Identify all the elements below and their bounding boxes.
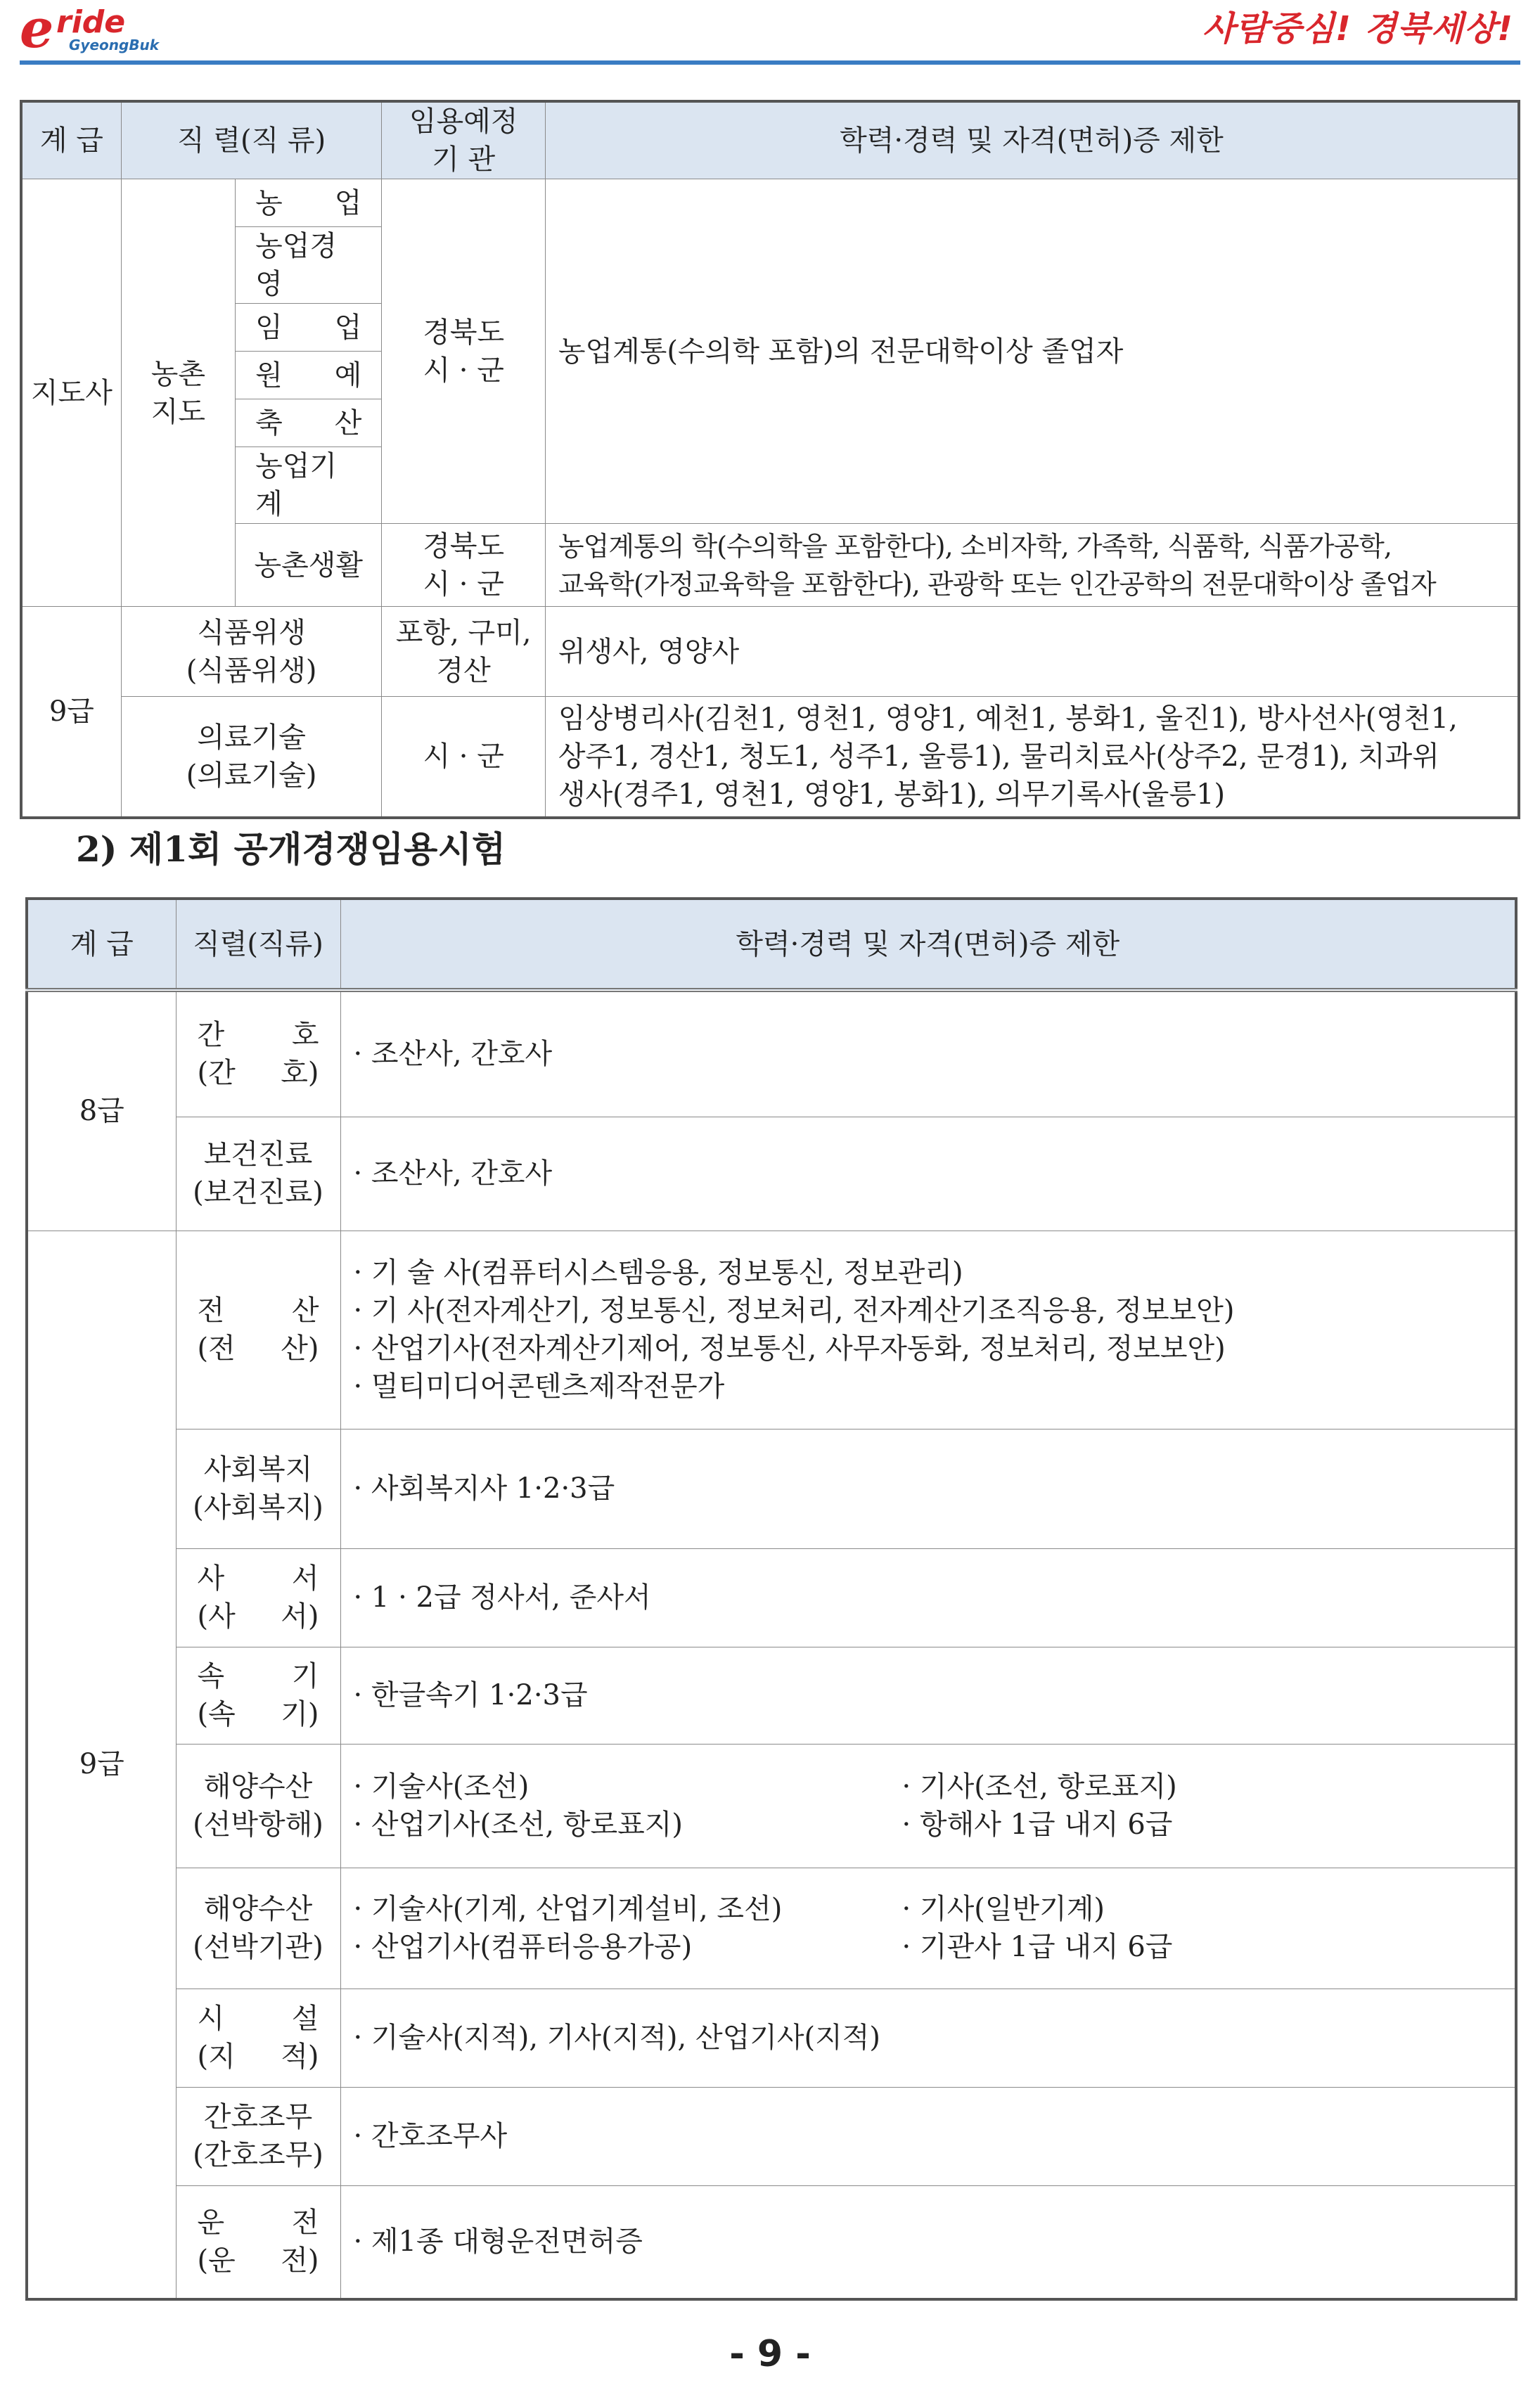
grade-cell: 9급 bbox=[21, 607, 121, 818]
col-series: 직렬(직류) bbox=[176, 899, 340, 990]
section-title: 2) 제1회 공개경쟁임용시험 bbox=[76, 828, 506, 870]
series-cell: 간 호 (간 호) bbox=[176, 990, 340, 1117]
grade-cell: 9급 bbox=[27, 1231, 176, 2299]
col-grade: 계 급 bbox=[27, 899, 176, 990]
qualification-cell: · 조산사, 간호사 bbox=[340, 1117, 1516, 1231]
series-cell: 운 전 (운 전) bbox=[176, 2185, 340, 2299]
qualification-cell: · 기술사(지적), 기사(지적), 산업기사(지적) bbox=[340, 1989, 1516, 2087]
series-cell: 해양수산 (선박항해) bbox=[176, 1744, 340, 1868]
table-row bbox=[27, 1989, 1516, 2087]
qualification-cell: · 기술사(기계, 산업기계설비, 조선) · 기사(일반기계) · 산업기사(컴퓨터응용가공) · 기관사 1급 내지 6급 bbox=[340, 1868, 1516, 1989]
series-cell: 사 서 (사 서) bbox=[176, 1548, 340, 1647]
page-header bbox=[0, 0, 1540, 67]
series-cell: 의료기술 (의료기술) bbox=[121, 697, 382, 818]
series-cell: 간호조무 (간호조무) bbox=[176, 2087, 340, 2185]
series-cell: 사회복지 (사회복지) bbox=[176, 1429, 340, 1548]
series-cell: 농촌 지도 bbox=[121, 179, 235, 607]
col-agency: 임용예정 기 관 bbox=[382, 101, 545, 179]
qualification-cell: · 기 술 사(컴퓨터시스템응용, 정보통신, 정보관리) · 기 사(전자계산기, 정보통신, 정보처리, 전자계산기조직응용, 정보보안) · 산업기사(전자계산기제어, 정보통신, 사무자동화, 정보처리, 정보보안) · 멀티미디어콘텐츠제작전문가 bbox=[340, 1231, 1516, 1429]
table-row bbox=[21, 607, 1519, 697]
col-series: 직 렬(직 류) bbox=[121, 101, 382, 179]
header-rule bbox=[20, 60, 1520, 65]
series-cell: 전 산 (전 산) bbox=[176, 1231, 340, 1429]
qualification-cell: · 사회복지사 1·2·3급 bbox=[340, 1429, 1516, 1548]
agency-cell: 포항, 구미, 경산 bbox=[382, 607, 545, 697]
series-cell: 보건진료 (보건진료) bbox=[176, 1117, 340, 1231]
grade-cell: 8급 bbox=[27, 990, 176, 1231]
table-row bbox=[27, 1117, 1516, 1231]
qualification-cell: · 기술사(조선) · 기사(조선, 항로표지) · 산업기사(조선, 항로표지) · 항해사 1급 내지 6급 bbox=[340, 1744, 1516, 1868]
qualification-cell: 농업계통의 학(수의학을 포함한다), 소비자학, 가족학, 식품학, 식품가공학, 교육학(가정교육학을 포함한다), 관광학 또는 인간공학의 전문대학이상 졸업자 bbox=[545, 524, 1519, 607]
table-row bbox=[27, 1744, 1516, 1868]
class-cell: 축 산 bbox=[236, 399, 382, 447]
page-number: - 9 - bbox=[729, 2333, 811, 2375]
table-row bbox=[27, 2185, 1516, 2299]
table-row bbox=[27, 1868, 1516, 1989]
qualification-cell: 임상병리사(김천1, 영천1, 영양1, 예천1, 봉화1, 울진1), 방사선사(영천1, 상주1, 경산1, 청도1, 성주1, 울릉1), 물리치료사(상주2, 문경1), 치과위 생사(경주1, 영천1, 영양1, 봉화1), 의무기록사(울릉1) bbox=[545, 697, 1519, 818]
table-row bbox=[27, 2087, 1516, 2185]
qualification-cell: · 조산사, 간호사 bbox=[340, 990, 1516, 1117]
qualification-cell: · 제1종 대형운전면허증 bbox=[340, 2185, 1516, 2299]
open-competition-table bbox=[25, 897, 1517, 2301]
class-cell: 농업경영 bbox=[236, 227, 382, 304]
col-qualification: 학력·경력 및 자격(면허)증 제한 bbox=[340, 899, 1516, 990]
slogan-logo: 사람중심! 경북세상! bbox=[1202, 9, 1513, 49]
class-cell: 농촌생활 bbox=[236, 524, 382, 607]
qualification-cell: · 간호조무사 bbox=[340, 2087, 1516, 2185]
table-row bbox=[27, 1548, 1516, 1647]
qualification-cell: 농업계통(수의학 포함)의 전문대학이상 졸업자 bbox=[545, 179, 1519, 524]
agency-cell: 시 · 군 bbox=[382, 697, 545, 818]
series-cell: 해양수산 (선박기관) bbox=[176, 1868, 340, 1989]
class-cell: 임 업 bbox=[236, 304, 382, 352]
agency-cell: 경북도 시 · 군 bbox=[382, 524, 545, 607]
table-row bbox=[21, 697, 1519, 818]
table-row bbox=[27, 1647, 1516, 1744]
table-row bbox=[27, 990, 1516, 1117]
table-row bbox=[21, 524, 1519, 607]
class-cell: 농 업 bbox=[236, 179, 382, 227]
extension-officer-table bbox=[20, 100, 1520, 819]
class-cell: 원 예 bbox=[236, 352, 382, 399]
series-cell: 시 설 (지 적) bbox=[176, 1989, 340, 2087]
grade-cell: 지도사 bbox=[21, 179, 121, 607]
table-header-row bbox=[21, 101, 1519, 179]
qualification-cell: 위생사, 영양사 bbox=[545, 607, 1519, 697]
col-grade: 계 급 bbox=[21, 101, 121, 179]
eride-gyeongbuk-logo: e ride GyeongBuk bbox=[20, 0, 160, 60]
table-row bbox=[27, 1429, 1516, 1548]
qualification-cell: · 한글속기 1·2·3급 bbox=[340, 1647, 1516, 1744]
table-row bbox=[27, 1231, 1516, 1429]
series-cell: 속 기 (속 기) bbox=[176, 1647, 340, 1744]
agency-cell: 경북도 시 · 군 bbox=[382, 179, 545, 524]
class-cell: 농업기계 bbox=[236, 447, 382, 524]
table-header-row bbox=[27, 899, 1516, 990]
series-cell: 식품위생 (식품위생) bbox=[121, 607, 382, 697]
col-qualification: 학력·경력 및 자격(면허)증 제한 bbox=[545, 101, 1519, 179]
qualification-cell: · 1 · 2급 정사서, 준사서 bbox=[340, 1548, 1516, 1647]
table-row bbox=[21, 179, 1519, 227]
